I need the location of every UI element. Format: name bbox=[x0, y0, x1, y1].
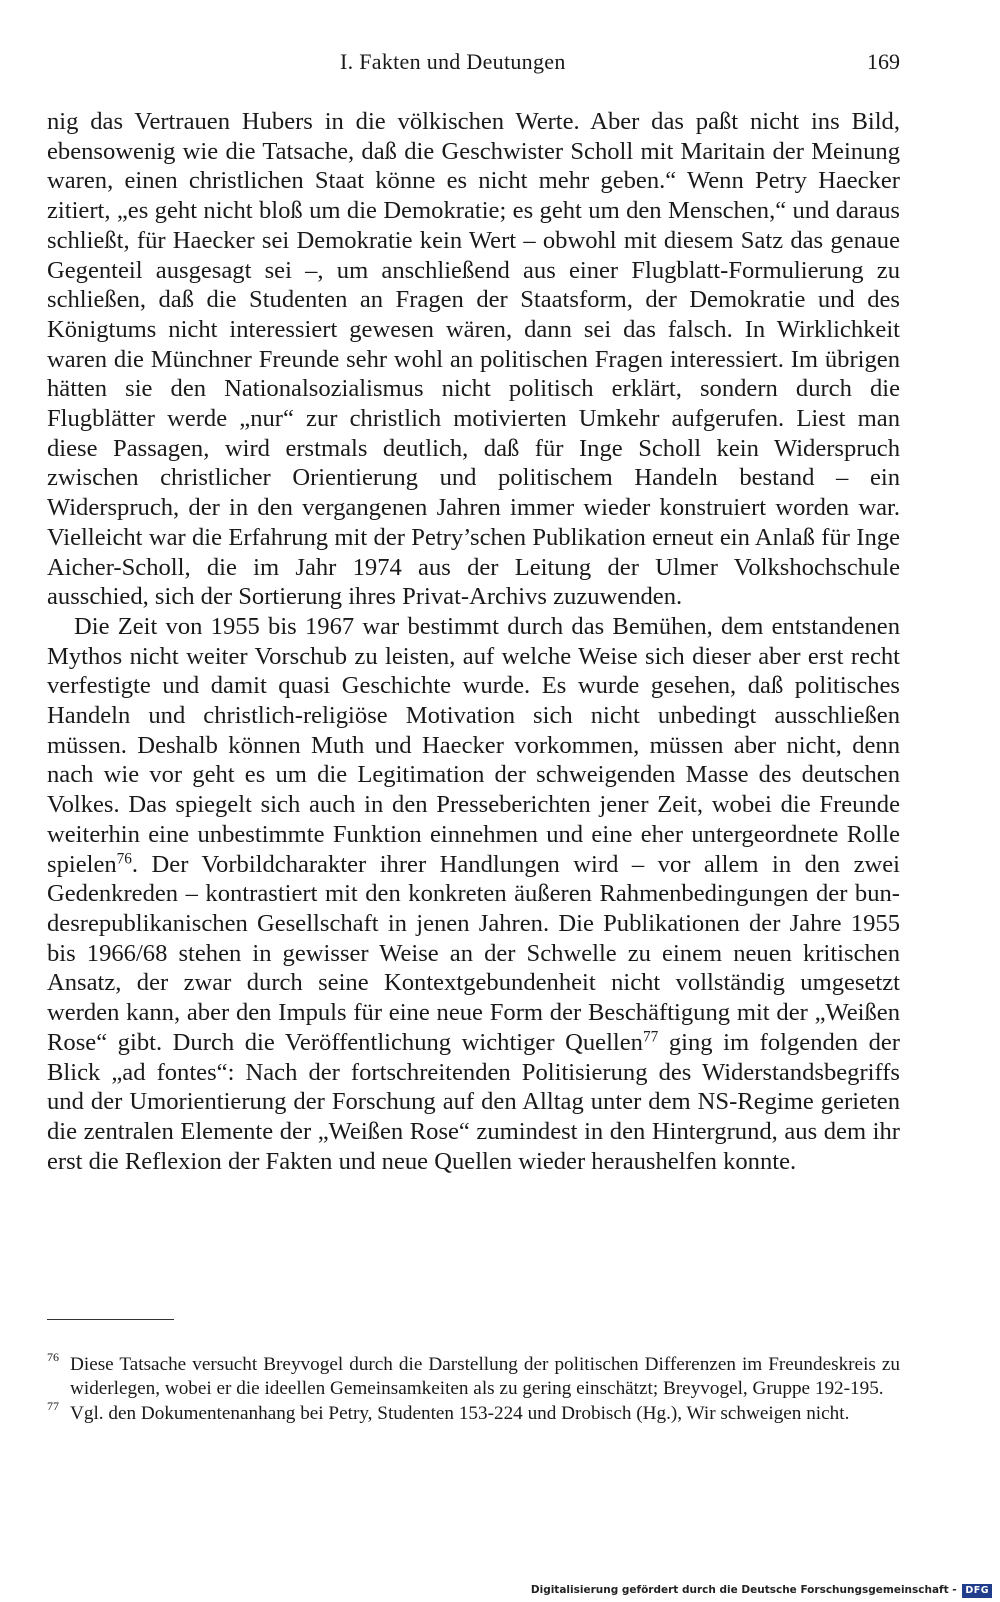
footnote-separator-rule bbox=[47, 1319, 174, 1320]
paragraph-2-text-part-b: . Der Vorbildcharakter ihrer Handlungen wird – vor allem in den zwei Gedenkreden – kontrastiert mit den konkreten äußeren Rahmenbedingungen der bundesrepublikanischen Gesellschaft in jenen Jahren. Die Publikationen der Jahre 1955 bis 1966/68 stehen in gewisser Weise an der Schwelle zu einem neuen kritischen Ansatz, der zwar durch seine Kontextgebundenheit nicht vollständig umgesetzt werden kann, aber den Impuls für eine neue Form der Beschäftigung mit der „Weißen Rose“ gibt. Durch die Veröffentlichung wichtiger Quellen bbox=[47, 850, 900, 1056]
footnote-77 bbox=[47, 1399, 900, 1426]
page-number: 169 bbox=[867, 49, 900, 74]
footnotes bbox=[47, 1350, 900, 1428]
dfg-logo: DFG bbox=[962, 1584, 992, 1598]
footnote-reference-76[interactable]: 76 bbox=[116, 850, 132, 868]
running-header bbox=[340, 46, 900, 78]
paragraph-1 bbox=[47, 107, 900, 612]
footnote-text: Vgl. den Dokumentenanhang bei Petry, Studenten 153-224 und Drobisch (Hg.), Wir schweigen nicht. bbox=[70, 1403, 850, 1424]
footnote-text: Diese Tatsache versucht Breyvogel durch die Darstellung der politischen Differenzen im Freundeskreis zu widerlegen, wobei er die ideellen Gemeinsamkeiten als zu gering einschätzt; Breyvogel, Gruppe 192-195. bbox=[70, 1354, 900, 1399]
main-text bbox=[47, 107, 900, 1176]
paragraph-1-text: nig das Vertrauen Hubers in die völkischen Werte. Aber das paßt nicht ins Bild, ebensowenig wie die Tatsache, daß die Geschwister Scholl mit Maritain der Meinung waren, einen christlichen Staat könne es nicht mehr geben.“ Wenn Petry Haecker zitiert, „es geht nicht bloß um die Demokratie; es geht um den Menschen,“ und daraus schließt, für Haecker sei Demokratie kein Wert – obwohl mit diesem Satz das genaue Gegenteil ausgesagt sei –, um anschließend aus einer Flugblatt-Formulierung zu schließen, daß die Studenten an Fragen der Staatsform, der Demokratie und des Königtums nicht interessiert gewesen wären, dann sei das falsch. In Wirklichkeit waren die Münchner Freunde sehr wohl an politischen Fragen interessiert. Im übrigen hätten sie den Nationalsozialismus nicht politisch erklärt, sondern durch die Flugblätter werde „nur“ zur christlich motivierten Umkehr aufgerufen. Liest man diese Passagen, wird erstmals deutlich, daß für Inge Scholl kein Widerspruch zwischen christlicher Orientierung und politischem Handeln bestand – ein Widerspruch, der in den vergangenen Jahren immer wieder konstruiert worden war. Vielleicht war die Erfahrung mit der Petry’schen Publikation erneut ein Anlaß für Inge Aicher-Scholl, die im Jahr 1974 aus der Leitung der Ulmer Volkshochschule ausschied, sich der Sortierung ihres Privat-Archivs zuzuwenden. bbox=[47, 108, 900, 611]
footnote-76 bbox=[47, 1350, 900, 1400]
paragraph-2-text-part-a: Die Zeit von 1955 bis 1967 war bestimmt durch das Bemühen, dem entstandenen Mythos nicht weiter Vorschub zu leisten, auf welche Weise sich dieser aber erst recht verfestigte und damit quasi Geschichte wurde. Es wurde gesehen, daß politisches Handeln und christlich-religiöse Motivation sich nicht unbedingt ausschließen müssen. Deshalb können Muth und Haecker vorkommen, müssen aber nicht, denn nach wie vor geht es um die Legitimation der schweigenden Masse des deutschen Volkes. Das spiegelt sich auch in den Presseberichten jener Zeit, wobei die Freunde weiterhin eine unbestimmte Funktion einnehmen und eine eher untergeordnete Rolle spielen bbox=[47, 612, 900, 878]
credit-text: Digitalisierung gefördert durch die Deutsche Forschungsgemeinschaft - bbox=[530, 1584, 957, 1596]
paragraph-2-text-part-c: ging im folgenden der Blick „ad fontes“: Nach der fortschreitenden Politisierung des Widerstandsbegriffs und der Umorientierung der Forschung auf den Alltag unter dem NS-Regime gerieten die zentralen Elemente der „Weißen Rose“ zumindest in den Hintergrund, aus dem ihr erst die Reflexion der Fakten und neue Quellen wieder heraushelfen konnte. bbox=[47, 1028, 900, 1175]
running-head-section-title: I. Fakten und Deutungen bbox=[340, 49, 566, 74]
footnote-number: 76 bbox=[47, 1350, 59, 1364]
footnote-number: 77 bbox=[47, 1399, 59, 1413]
digitization-credit bbox=[531, 1583, 992, 1598]
footnote-reference-77[interactable]: 77 bbox=[642, 1028, 659, 1046]
paragraph-2 bbox=[47, 612, 900, 1176]
